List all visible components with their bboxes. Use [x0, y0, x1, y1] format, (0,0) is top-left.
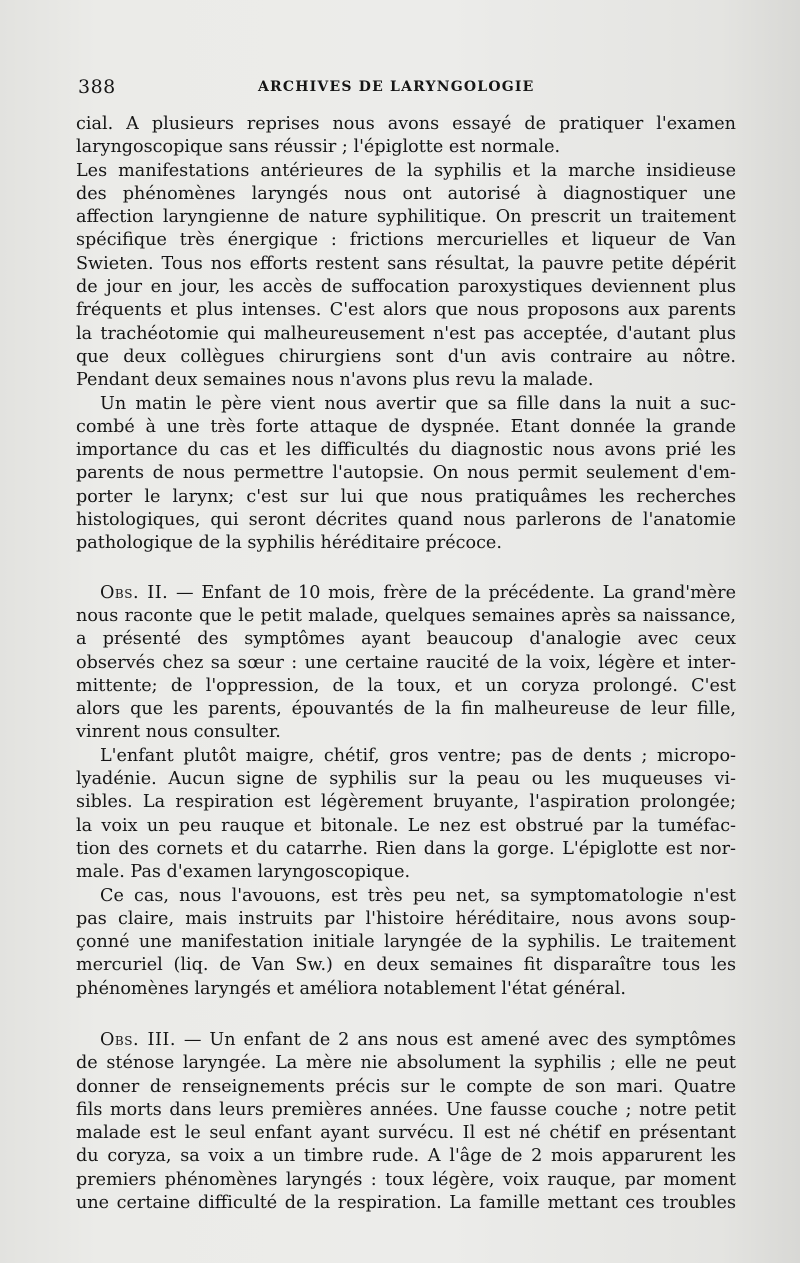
text-line: mercuriel (liq. de Van Sw.) en deux semaines fit disparaître tous les	[76, 955, 736, 976]
text-line: laryngoscopique sans réussir ; l'épiglotte est normale.	[76, 137, 561, 158]
running-title: ARCHIVES DE LARYNGOLOGIE	[258, 79, 535, 95]
page-number: 388	[78, 76, 116, 98]
text-line: premiers phénomènes laryngés : toux légère, voix rauque, par moment	[76, 1169, 736, 1190]
observation-label: Obs. II.	[100, 582, 169, 603]
text-line: de sténose laryngée. La mère nie absolument la syphilis ; elle ne peut	[76, 1053, 736, 1074]
paragraph	[76, 393, 736, 556]
text-fragment: — Un enfant de 2 ans nous est amené avec des symptômes	[175, 1029, 736, 1050]
text-line: Swieten. Tous nos efforts restent sans résultat, la pauvre petite dépérit	[76, 253, 736, 274]
text-line	[76, 1029, 736, 1052]
text-line: affection laryngienne de nature syphilitique. On prescrit un traitement	[76, 207, 736, 228]
observation-3	[76, 1029, 736, 1215]
body-text	[76, 113, 736, 1215]
text-line: combé à une très forte attaque de dyspnée. Etant donnée la grande	[76, 416, 736, 437]
text-line: porter le larynx; c'est sur lui que nous pratiquâmes les recherches	[76, 486, 736, 507]
text-line: importance du cas et les difficultés du diagnostic nous avons prié les	[76, 440, 736, 461]
text-line: malade est le seul enfant ayant survécu. Il est né chétif en présentant	[76, 1123, 736, 1144]
text-line: donner de renseignements précis sur le compte de son mari. Quatre	[76, 1076, 736, 1097]
text-line: male. Pas d'examen laryngoscopique.	[76, 862, 411, 883]
paragraph	[76, 160, 736, 393]
text-line: çonné une manifestation initiale laryngée de la syphilis. Le traitement	[76, 932, 736, 953]
running-header	[78, 74, 738, 102]
text-line: Ce cas, nous l'avouons, est très peu net, sa symptomatologie n'est	[100, 885, 736, 906]
text-line: fils morts dans leurs premières années. Une fausse couche ; notre petit	[76, 1099, 736, 1120]
text-line: observés chez sa sœur : une certaine raucité de la voix, légère et inter-	[76, 652, 736, 673]
paragraph	[76, 113, 736, 160]
text-line: alors que les parents, épouvantés de la fin malheureuse de leur fille,	[76, 699, 736, 720]
text-line: mittente; de l'oppression, de la toux, et un coryza prolongé. C'est	[76, 675, 736, 696]
text-line: vinrent nous consulter.	[76, 722, 281, 743]
text-line: histologiques, qui seront décrites quand nous parlerons de l'anatomie	[76, 510, 736, 531]
paragraph	[76, 745, 736, 885]
text-line: de jour en jour, les accès de suffocation paroxystiques deviennent plus	[76, 277, 736, 298]
text-line: Un matin le père vient nous avertir que sa fille dans la nuit a suc-	[100, 393, 736, 414]
text-line: nous raconte que le petit malade, quelques semaines après sa naissance,	[76, 605, 736, 626]
text-fragment: — Enfant de 10 mois, frère de la précédente. La grand'mère	[168, 582, 737, 603]
text-line: sibles. La respiration est légèrement bruyante, l'aspiration prolongée;	[76, 792, 736, 813]
text-line: la voix un peu rauque et bitonale. Le nez est obstrué par la tuméfac-	[76, 815, 736, 836]
text-line: lyadénie. Aucun signe de syphilis sur la peau ou les muqueuses vi-	[76, 769, 736, 790]
text-line: parents de nous permettre l'autopsie. On nous permit seulement d'em-	[76, 463, 736, 484]
text-line: que deux collègues chirurgiens sont d'un avis contraire au nôtre.	[76, 346, 736, 367]
text-line: pas claire, mais instruits par l'histoire héréditaire, nous avons soup-	[76, 908, 736, 929]
text-line: fréquents et plus intenses. C'est alors que nous proposons aux parents	[76, 300, 736, 321]
text-line: Les manifestations antérieures de la syphilis et la marche insidieuse	[76, 160, 736, 181]
observation-2	[76, 582, 736, 745]
text-line: du coryza, sa voix a un timbre rude. A l'âge de 2 mois apparurent les	[76, 1146, 736, 1167]
text-line: phénomènes laryngés et améliora notablement l'état général.	[76, 978, 626, 999]
text-line: des phénomènes laryngés nous ont autorisé à diagnostiquer une	[76, 183, 736, 204]
paragraph	[76, 885, 736, 1001]
observation-label: Obs. III.	[100, 1029, 176, 1050]
text-line: Pendant deux semaines nous n'avons plus revu la malade.	[76, 370, 594, 391]
text-line	[76, 582, 736, 605]
text-line: cial. A plusieurs reprises nous avons essayé de pratiquer l'examen	[76, 114, 736, 134]
text-line: la trachéotomie qui malheureusement n'est pas acceptée, d'autant plus	[76, 323, 736, 344]
text-line: une certaine difficulté de la respiration. La famille mettant ces troubles	[76, 1193, 736, 1214]
text-line: tion des cornets et du catarrhe. Rien dans la gorge. L'épiglotte est nor-	[76, 838, 736, 859]
text-line: spécifique très énergique : frictions mercurielles et liqueur de Van	[76, 230, 736, 251]
text-line: L'enfant plutôt maigre, chétif, gros ventre; pas de dents ; micropo-	[100, 745, 736, 766]
text-line: a présenté des symptômes ayant beaucoup d'analogie avec ceux	[76, 629, 736, 650]
text-line: pathologique de la syphilis héréditaire précoce.	[76, 533, 502, 554]
